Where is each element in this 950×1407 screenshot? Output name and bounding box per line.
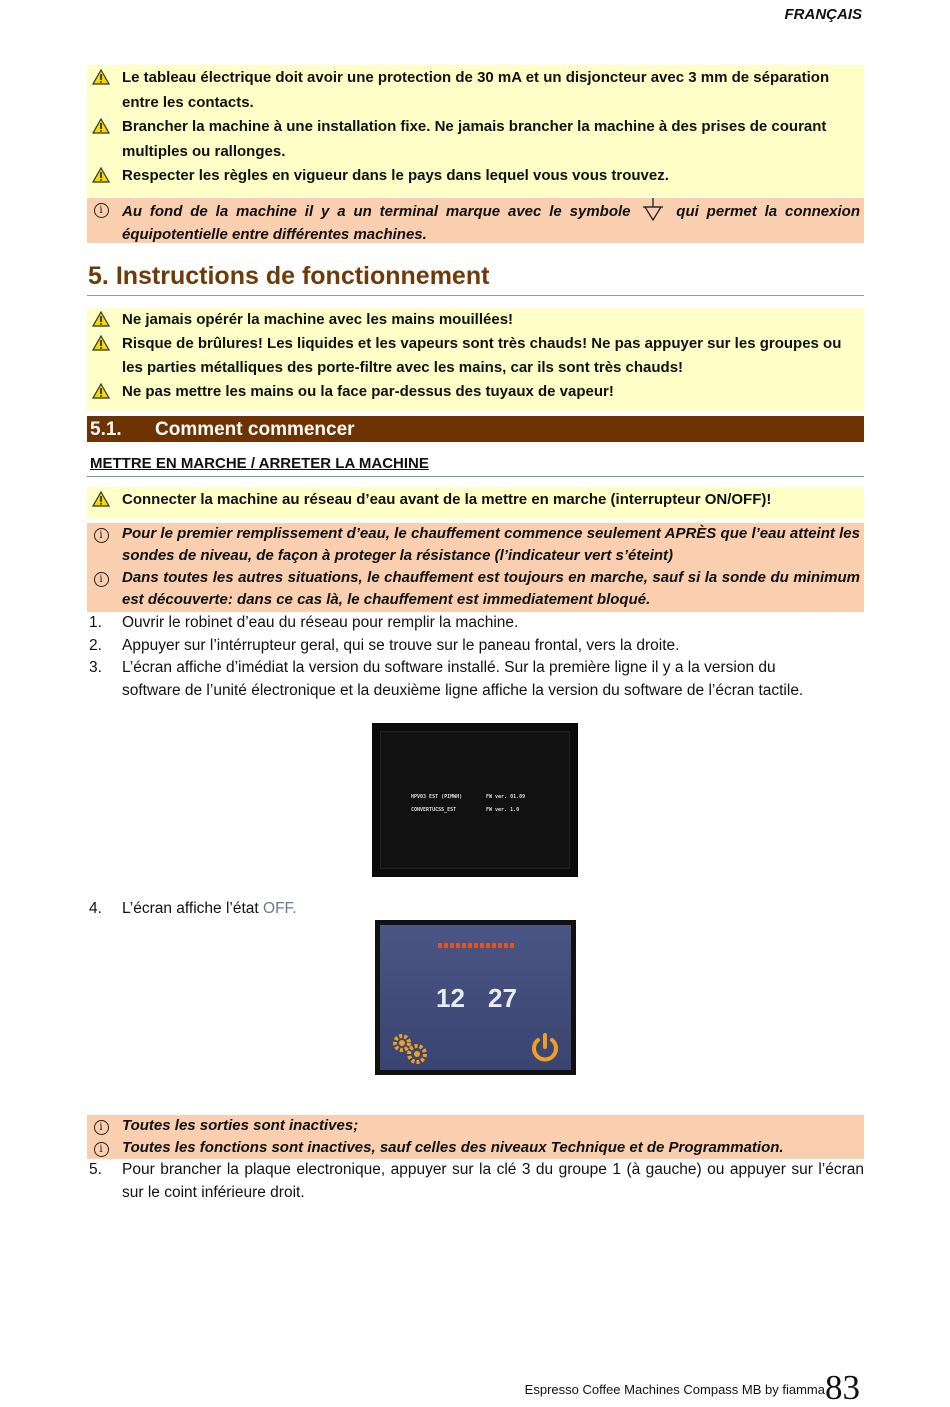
- info-block-equipotential: [87, 198, 864, 243]
- step-text: Appuyer sur l’intérrupteur geral, qui se trouve sur le paneau frontal, vers la droite.: [122, 636, 680, 654]
- page-footer: [524, 1363, 860, 1407]
- subheading-divider: [87, 476, 864, 477]
- warning-icon: [89, 115, 113, 140]
- section-number: 5.: [88, 262, 109, 290]
- step-text: Pour brancher la plaque electronique, appuyer sur la clé 3 du groupe 1 (à gauche) ou appuyer sur l’écran sur le coint inférieure droit.: [122, 1161, 864, 1201]
- screen-line2-left: CONVERTUCSS_EST: [411, 807, 457, 813]
- warning-item: [87, 66, 864, 115]
- info-icon: i: [89, 1115, 113, 1137]
- warning-icon: [89, 164, 113, 189]
- clock-hours: 12: [436, 983, 465, 1013]
- subsection-title: Comment commencer: [155, 419, 355, 440]
- info-item: [87, 198, 864, 246]
- page-number: 83: [825, 1368, 860, 1407]
- step-number: 2.: [89, 636, 102, 654]
- warning-item: [87, 488, 864, 513]
- warning-item: [87, 115, 864, 164]
- warning-block-water: [87, 487, 864, 519]
- list-item: [87, 657, 864, 702]
- warning-block-electrical: [87, 65, 864, 197]
- step-4: [87, 898, 864, 921]
- status-dots: [438, 943, 516, 948]
- warning-text: Ne pas mettre les mains ou la face par-dessus des tuyaux de vapeur!: [122, 383, 614, 400]
- warning-text: Le tableau électrique doit avoir une protection de 30 mA et un disjoncteur avec 3 mm de séparation entre les contacts.: [122, 69, 830, 111]
- screen-display: [380, 925, 571, 1070]
- info-item: [87, 1115, 864, 1137]
- subsection-number: 5.1.: [90, 419, 122, 440]
- warning-block-operation: [87, 308, 864, 411]
- warning-item: [87, 164, 864, 189]
- software-version-screen-photo: [372, 723, 578, 877]
- step-text: Ouvrir le robinet d’eau du réseau pour remplir la machine.: [122, 614, 519, 631]
- info-item: [87, 523, 864, 567]
- subsection-heading: [87, 416, 864, 442]
- warning-text: Brancher la machine à une installation fixe. Ne jamais brancher la machine à des prises de courant multiples ou rallonges.: [122, 118, 827, 160]
- warning-text: Connecter la machine au réseau d’eau avant de la mettre en marche (interrupteur ON/OFF)!: [122, 491, 772, 508]
- screen-line2-right: FW ver. 1.0: [486, 807, 520, 813]
- list-item: [87, 612, 864, 635]
- info-icon: i: [89, 567, 113, 589]
- steps-list: [87, 612, 864, 702]
- info-icon: i: [89, 523, 113, 545]
- subheading: METTRE EN MARCHE / ARRETER LA MACHINE: [90, 455, 429, 472]
- state-text: OFF.: [263, 900, 297, 917]
- info-item: [87, 567, 864, 611]
- info-text-after: qui permet la connexion équipotentielle entre différentes machines.: [122, 203, 860, 243]
- warning-icon: [89, 380, 113, 404]
- step-text: L’écran affiche l’état: [122, 900, 264, 917]
- gear-icon: [390, 1031, 430, 1067]
- warning-text: Respecter les règles en vigueur dans le pays dans lequel vous vous trouvez.: [122, 167, 669, 184]
- section-title: Instructions de fonctionnement: [115, 262, 490, 290]
- screen-line1-left: HPV03 EST (PIMWH): [411, 794, 463, 800]
- warning-text: Risque de brûlures! Les liquides et les vapeurs sont très chauds! Ne pas appuyer sur les groupes ou les parties métalliques des porte-filtre avec les mains, car ils sont très chauds!: [122, 335, 842, 376]
- warning-icon: [89, 332, 113, 356]
- info-block-off-state: [87, 1115, 864, 1159]
- info-text: Toutes les fonctions sont inactives, sauf celles des niveaux Technique et de Programmation.: [122, 1139, 784, 1156]
- info-item: [87, 1137, 864, 1159]
- info-text: Toutes les sorties sont inactives;: [122, 1117, 359, 1134]
- list-item: [87, 898, 864, 921]
- step-number: 5.: [89, 1161, 102, 1178]
- screen-line1-right: FW ver. 01.09: [486, 794, 526, 800]
- warning-icon: [89, 488, 113, 513]
- list-item: [87, 635, 864, 658]
- warning-item: [87, 332, 864, 380]
- warning-item: [87, 380, 864, 404]
- info-block-heating: [87, 523, 864, 612]
- screen-display: [380, 731, 570, 869]
- step-number: 4.: [89, 900, 102, 917]
- language-label: FRANÇAIS: [784, 6, 862, 23]
- footer-text: Espresso Coffee Machines Compass MB by fiamma: [524, 1382, 825, 1397]
- section-heading: [88, 262, 489, 291]
- warning-item: [87, 308, 864, 332]
- off-state-screen-photo: [375, 920, 576, 1075]
- clock-minutes: 27: [488, 983, 517, 1013]
- info-text-before: Au fond de la machine il y a un terminal marque avec le symbole: [122, 203, 631, 220]
- step-number: 1.: [89, 614, 102, 631]
- info-icon: i: [89, 1137, 113, 1159]
- ground-symbol-icon: [640, 198, 666, 224]
- section-divider: [87, 295, 864, 296]
- warning-icon: [89, 66, 113, 91]
- info-icon: i: [89, 198, 113, 220]
- step-number: 3.: [89, 659, 102, 676]
- step-text: L’écran affiche d’imédiat la version du software installé. Sur la première ligne il y a la version du software de l’unité électronique et la deuxième ligne affiche la version du software de l’écran tactile.: [122, 659, 804, 699]
- warning-icon: [89, 308, 113, 332]
- step-5: [87, 1159, 864, 1204]
- info-text: Pour le premier remplissement d’eau, le chauffement commence seulement APRÈS que l’eau atteint les sondes de niveau, de façon à proteger la résistance (l’indicateur vert s’éteint): [122, 525, 860, 564]
- warning-text: Ne jamais opérér la machine avec les mains mouillées!: [122, 311, 514, 328]
- info-text: Dans toutes les autres situations, le chauffement est toujours en marche, sauf si la sonde du minimum est découverte: dans ce cas là, le chauffement est immediatement bloqué.: [122, 569, 860, 608]
- power-icon: [528, 1031, 562, 1065]
- list-item: [87, 1159, 864, 1204]
